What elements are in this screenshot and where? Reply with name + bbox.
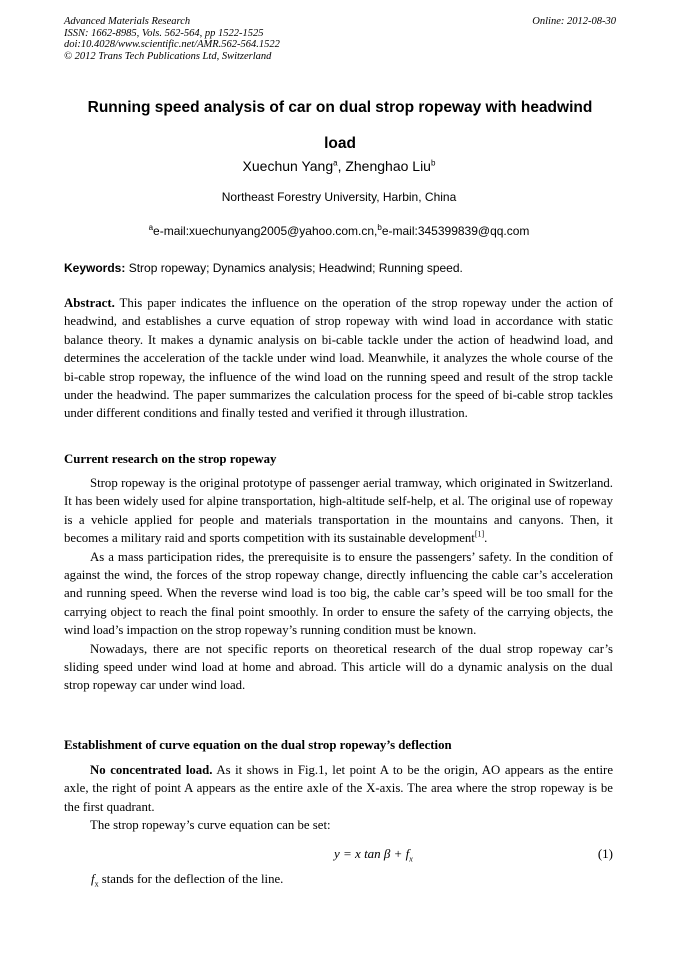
section-body [64, 761, 613, 835]
email-mark: a [148, 223, 154, 232]
equation-subscript: x [409, 854, 413, 864]
section-body [64, 474, 613, 695]
author-separator: , [337, 158, 346, 174]
section-heading: Establishment of curve equation on the dual strop ropeway’s deflection [64, 738, 452, 752]
title-line-1: Running speed analysis of car on dual strop ropeway with headwind [87, 99, 593, 116]
paragraph [64, 474, 613, 548]
paragraph-text: Strop ropeway is the original prototype of passenger aerial tramway, which originated in Switzerland. It has been widely used for alpine transportation, high-altitude self-help, et al. The original use of ropeway is a vehicle applied for people and materials transportation in the mountains and canyons. Then, it becomes a military raid and sports competition with its sustainable development [64, 476, 613, 546]
equation-formula [334, 846, 413, 862]
citation: [1] [474, 529, 485, 539]
paragraph-end: . [484, 531, 488, 546]
author-emails [0, 224, 678, 238]
paragraph [64, 761, 613, 816]
author-affil-mark: b [430, 158, 436, 168]
title-line-2: load [324, 135, 356, 152]
journal-header [64, 16, 616, 62]
affiliation: Northeast Forestry University, Harbin, China [221, 190, 457, 204]
copyright-line: © 2012 Trans Tech Publications Ltd, Switzerland [64, 50, 272, 62]
variable-text: stands for the deflection of the line. [98, 872, 284, 886]
variable-definition [91, 872, 283, 887]
author-name: Xuechun Yang [242, 158, 334, 174]
abstract [64, 294, 613, 423]
keywords-label: Keywords: [64, 261, 126, 275]
equation-number: (1) [597, 846, 613, 861]
email-text: e-mail:xuechunyang2005@yahoo.com.cn, [153, 224, 378, 238]
abstract-label: Abstract. [64, 296, 115, 310]
online-date: Online: 2012-08-30 [532, 16, 616, 27]
doi-line: doi:10.4028/www.scientific.net/AMR.562-564.1522 [64, 39, 280, 50]
equation-1 [64, 846, 613, 866]
email-text: e-mail:345399839@qq.com [381, 224, 530, 238]
paragraph: Nowadays, there are not specific reports on theoretical research of the dual strop ropeway car’s sliding speed under wind load at home and abroad. This article will do a dynamic analysis on the dual strop ropeway car under wind load. [64, 641, 613, 693]
section-heading: Current research on the strop ropeway [64, 452, 277, 466]
keywords-text: Strop ropeway; Dynamics analysis; Headwind; Running speed. [125, 261, 463, 275]
abstract-text: This paper indicates the influence on the operation of the strop ropeway under the action of headwind, and establishes a curve equation of strop ropeway with wind load in accordance with static balance theory. It makes a dynamic analysis on bi-cable tackle under the action of headwind load, and determines the acceleration of the tackle under wind load. Meanwhile, it analyzes the whole course of the bi-cable strop ropeway, the influence of the wind load on the running speed and result of the strop tackle under the headwind. The paper summarizes the calculation process for the speed of bi-cable strop tackles under different conditions and finally tested and verified it through illustration. [64, 296, 613, 421]
paragraph-label: No concentrated load. [90, 763, 213, 777]
journal-name: Advanced Materials Research [64, 16, 191, 27]
keywords [64, 261, 616, 275]
paper-title [64, 90, 616, 162]
paragraph: The strop ropeway’s curve equation can be set: [90, 818, 331, 833]
email-mark: b [377, 223, 382, 232]
equation-lhs: y = x tan β + f [334, 846, 410, 861]
author-list [0, 158, 678, 174]
paragraph: As a mass participation rides, the prerequisite is to ensure the passengers’ safety. In the condition of against the wind, the forces of the strop ropeway change, directly influencing the cable car’s acceleration and running speed. When the reverse wind load is too big, the cable car’s speed will be too small for the carrying object to reach the final point smoothly. In order to ensure the safety of the carrying objects, the wind load’s impaction on the strop ropeway’s running condition must be known. [64, 549, 613, 638]
author-affil-mark: a [333, 158, 338, 168]
issn-line: ISSN: 1662-8985, Vols. 562-564, pp 1522-1525 [64, 27, 264, 39]
variable-subscript: x [94, 879, 99, 889]
paragraph-text: As it shows in Fig.1, let point A to be the origin, AO appears as the entire axle, the right of point A appears as the entire axle of the X-axis. The area where the strop ropeway is be the first quadrant. [64, 763, 613, 814]
author-name: Zhenghao Liu [345, 158, 431, 174]
variable-symbol: f [91, 872, 95, 886]
